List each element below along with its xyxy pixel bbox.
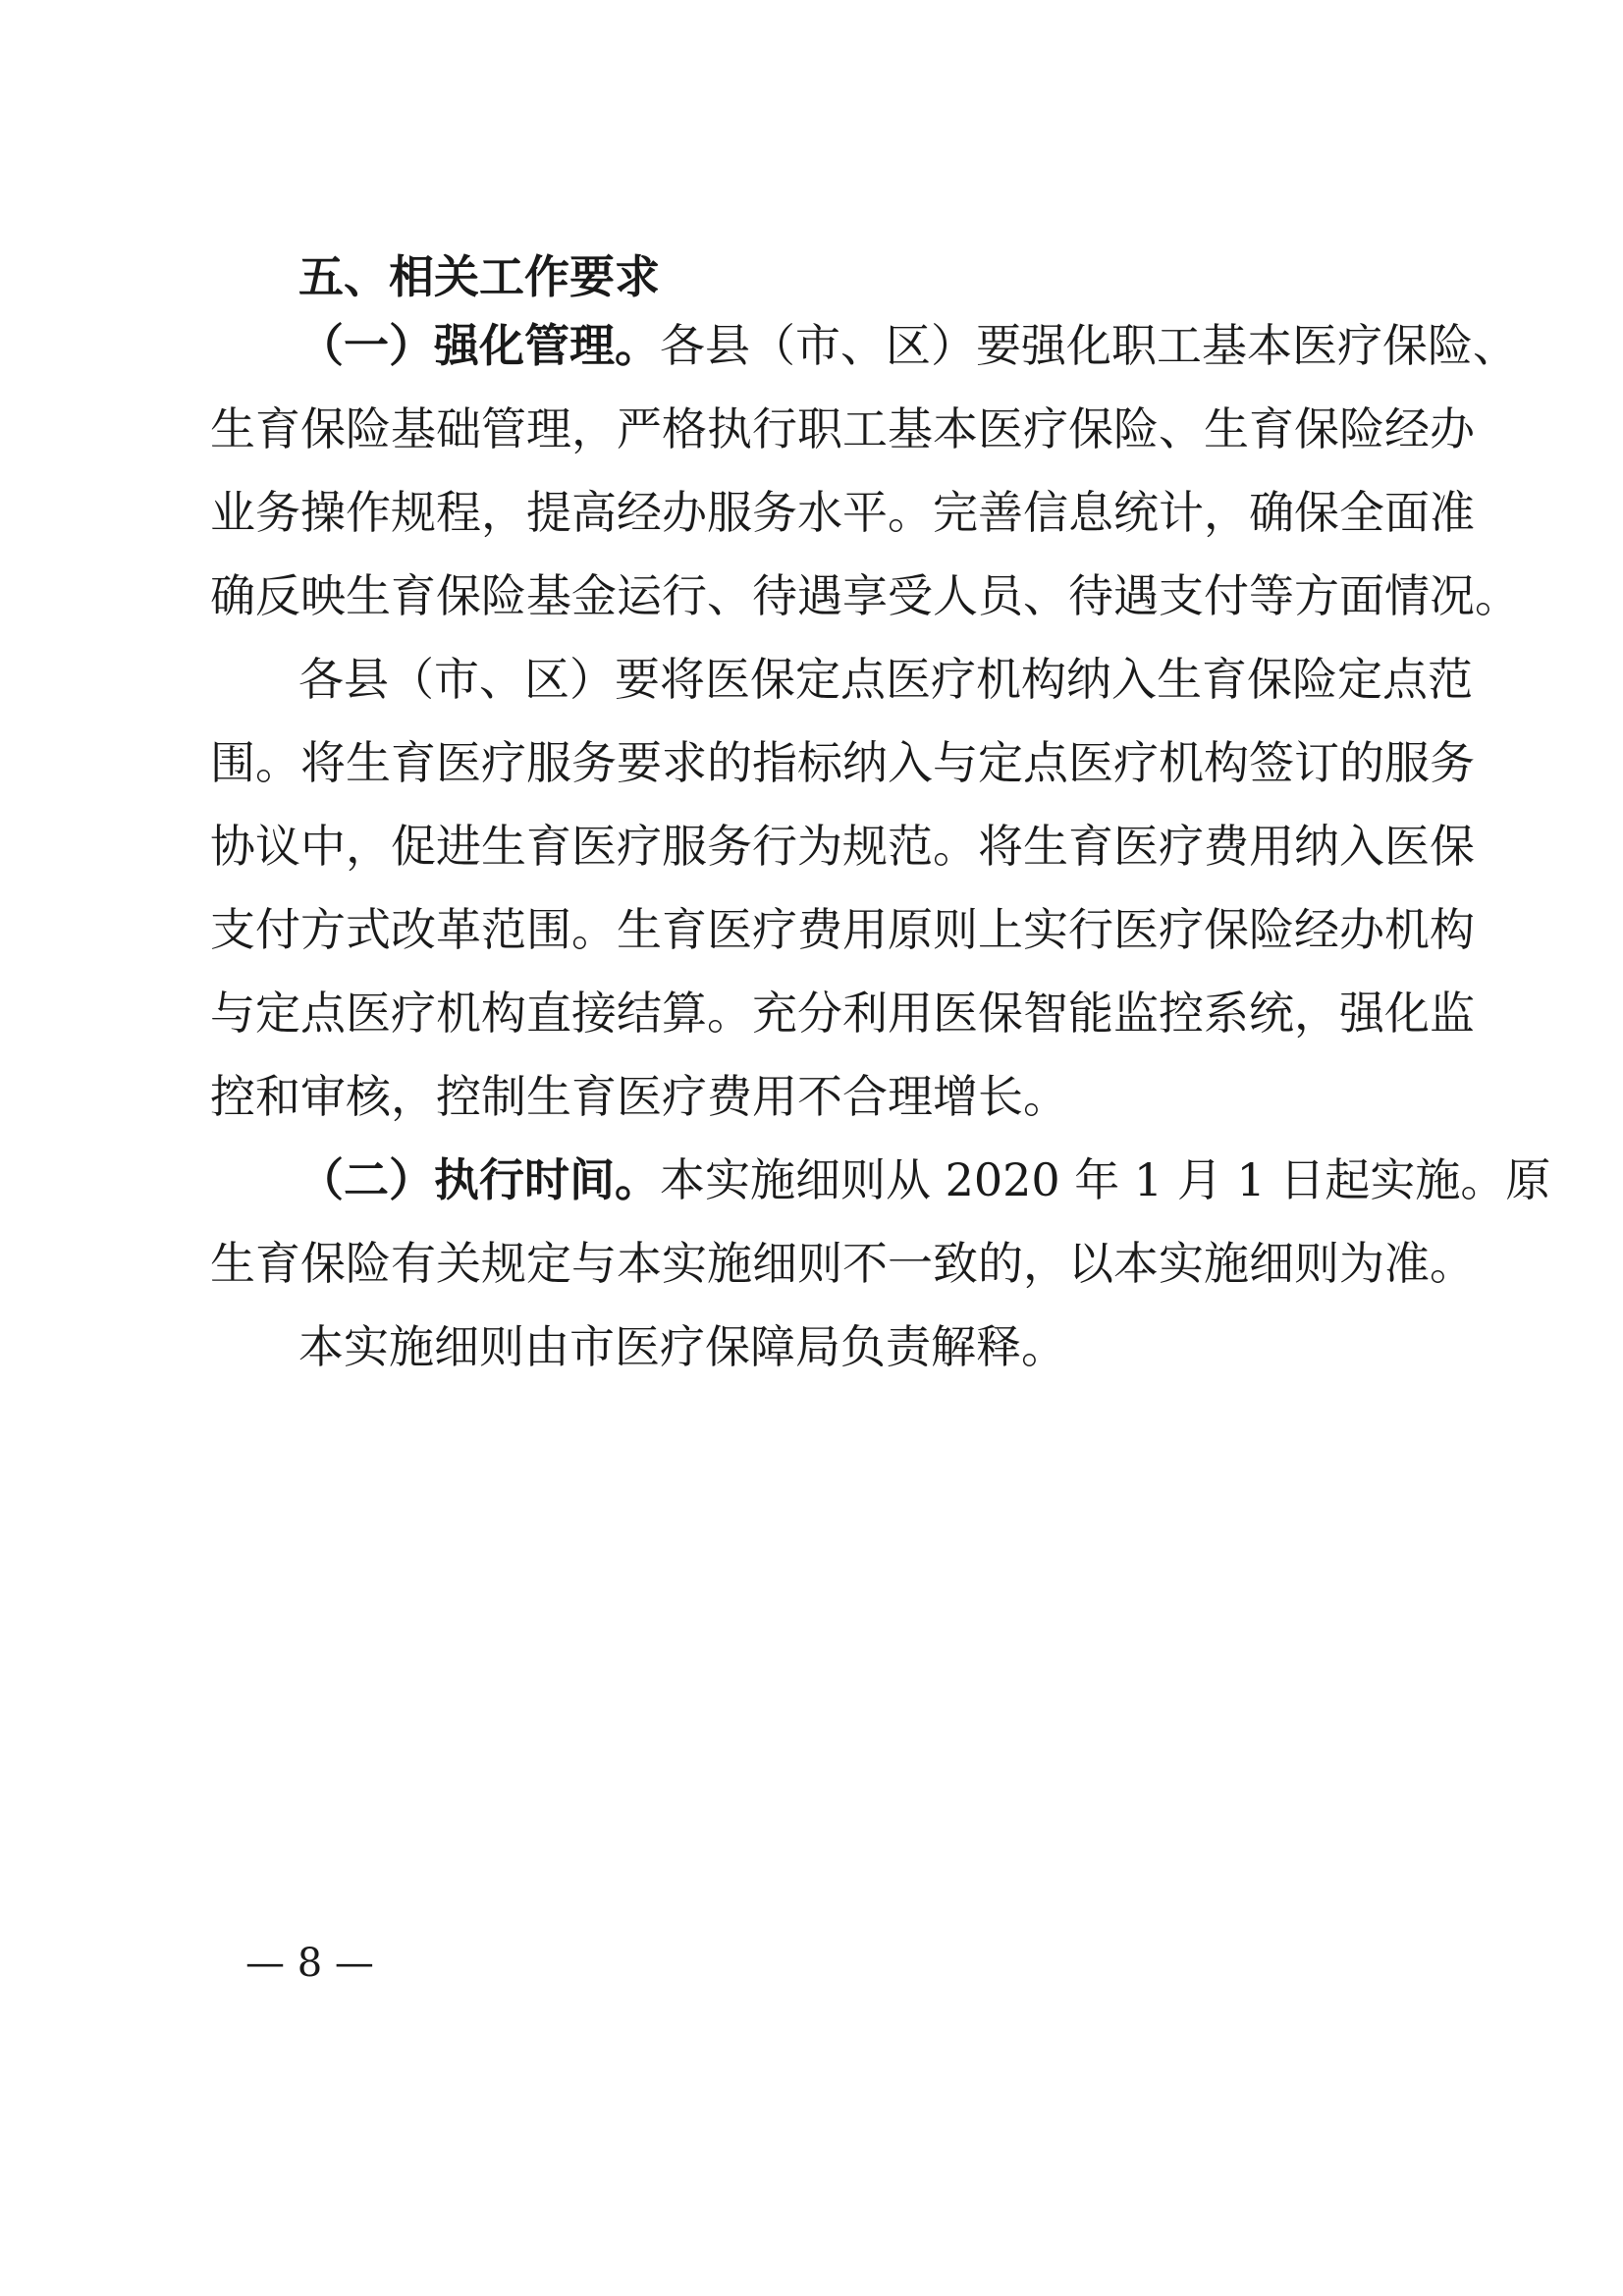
paragraph-line: 协议中，促进生育医疗服务行为规范。将生育医疗费用纳入医保	[210, 820, 1475, 873]
paragraph-lead: （二）执行时间。	[298, 1153, 660, 1206]
paragraph-text: 本实施细则从 2020 年 1 月 1 日起实施。原	[660, 1153, 1551, 1206]
paragraph-line: 生育保险基础管理，严格执行职工基本医疗保险、生育保险经办	[210, 402, 1475, 455]
paragraph-line: 本实施细则由市医疗保障局负责解释。	[298, 1320, 1066, 1373]
paragraph-line: 与定点医疗机构直接结算。充分利用医保智能监控系统，强化监	[210, 987, 1475, 1040]
paragraph-line: 支付方式改革范围。生育医疗费用原则上实行医疗保险经办机构	[210, 903, 1475, 956]
paragraph-line	[298, 311, 1518, 380]
paragraph-line: 控和审核，控制生育医疗费用不合理增长。	[210, 1070, 1068, 1123]
paragraph-lead: （一）强化管理。	[298, 319, 660, 372]
page-number: — 8 —	[245, 1941, 374, 1986]
paragraph-line: 生育保险有关规定与本实施细则不一致的，以本实施细则为准。	[210, 1237, 1475, 1290]
section-heading: 五、相关工作要求	[298, 250, 660, 303]
paragraph-line: 围。将生育医疗服务要求的指标纳入与定点医疗机构签订的服务	[210, 736, 1475, 789]
paragraph-line: 确反映生育保险基金运行、待遇享受人员、待遇支付等方面情况。	[210, 569, 1520, 622]
paragraph-text: 各县（市、区）要强化职工基本医疗保险、	[660, 319, 1518, 372]
paragraph-line: 各县（市、区）要将医保定点医疗机构纳入生育保险定点范	[298, 653, 1473, 706]
paragraph-line	[298, 1146, 1551, 1214]
paragraph-line: 业务操作规程，提高经办服务水平。完善信息统计，确保全面准	[210, 486, 1475, 539]
